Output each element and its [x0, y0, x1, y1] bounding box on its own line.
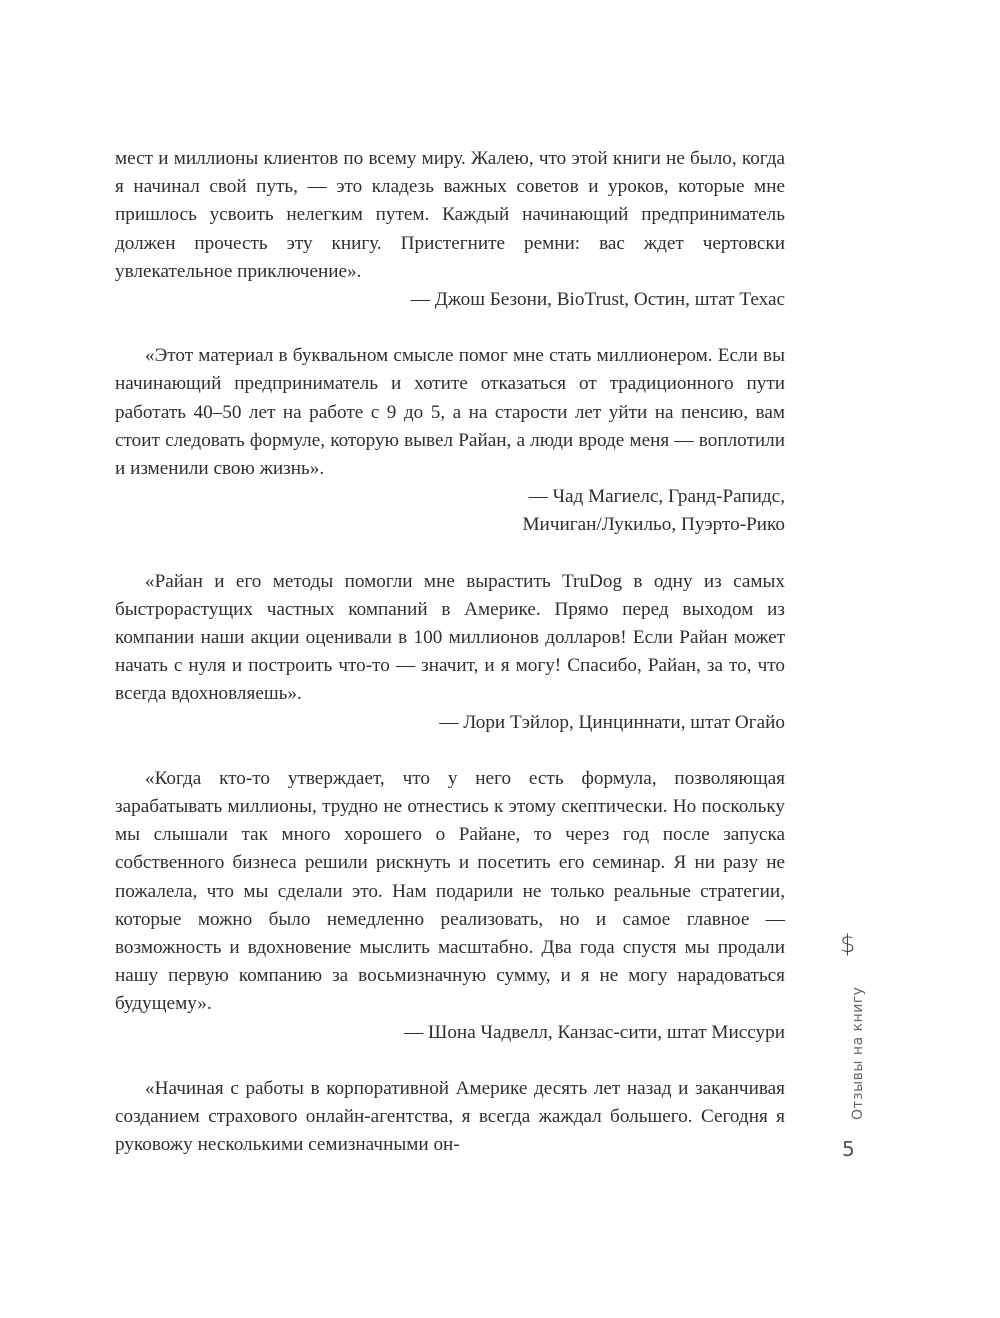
testimonial-attribution: — Шона Чадвелл, Канзас-сити, штат Миссури [404, 1021, 785, 1043]
testimonial-text: «Этот материал в буквальном смысле помог мне стать миллионером. Если вы начинающий предприниматель и хотите отказаться от традиционного пути работать 40–50 лет на работе с 9 до 5, а на старости лет уйти на пенсию, вам стоит следовать формуле, которую вывел Райан, а люди вроде меня — воплотили и изменили свою жизнь». [115, 345, 785, 480]
page-margin-sidebar [830, 925, 870, 1175]
testimonial-1 [115, 145, 785, 314]
testimonial-4 [115, 765, 785, 1047]
running-head: Отзывы на книгу [850, 986, 866, 1120]
testimonial-text: «Когда кто-то утверждает, что у него есть формула, позволяющая зарабатывать миллионы, трудно не отнестись к этому скептически. Но поскольку мы слышали так много хорошего о Райане, то через год после запуска собственного бизнеса решили рискнуть и посетить его семинар. Я ни разу не пожалела, что мы сделали это. Нам подарили не только реальные стратегии, которые можно было немедленно реализовать, но и самое главное — возможность и вдохновение мыслить масштабно. Два года спустя мы продали нашу первую компанию за восьмизначную сумму, и я не могу нарадоваться будущему». [115, 767, 785, 1015]
testimonial-text: «Райан и его методы помогли мне вырастить TruDog в одну из самых быстрорастущих частных компаний в Америке. Прямо перед выходом из компании наши акции оценивали в 100 миллионов долларов! Если Райан может начать с нуля и построить что-то — значит, и я могу! Спасибо, Райан, за то, что всегда вдохновляешь». [115, 570, 785, 705]
testimonial-text: мест и миллионы клиентов по всему миру. Жалею, что этой книги не было, когда я начинал свой путь, — это кладезь важных советов и уроков, которые мне пришлось усвоить нелегким путем. Каждый начинающий предприниматель должен прочесть эту книгу. Пристегните ремни: вас ждет чертовски увлекательное приключение». [115, 148, 785, 282]
dollar-sign-icon: $ [840, 930, 856, 958]
paragraph-gap [115, 737, 785, 765]
testimonial-attribution: — Лори Тэйлор, Цинциннати, штат Огайо [439, 711, 785, 733]
testimonial-3 [115, 568, 785, 737]
testimonial-attribution-continued: Мичиган/Лукильо, Пуэрто-Рико [522, 514, 785, 536]
testimonial-text: «Начиная с работы в корпоративной Америке десять лет назад и заканчивая созданием страхового онлайн-агентства, я всегда жаждал большего. Сегодня я руковожу несколькими семизначными он- [115, 1077, 785, 1156]
testimonial-5 [115, 1075, 785, 1160]
paragraph-gap [115, 314, 785, 342]
testimonials-column [115, 145, 785, 1160]
page-number: 5 [842, 1137, 855, 1161]
paragraph-gap [115, 1047, 785, 1075]
testimonial-2 [115, 342, 785, 539]
testimonial-attribution: — Джош Безони, BioTrust, Остин, штат Техас [410, 289, 785, 311]
paragraph-gap [115, 540, 785, 568]
testimonial-attribution: — Чад Магиелс, Гранд-Рапидс, [528, 486, 785, 508]
